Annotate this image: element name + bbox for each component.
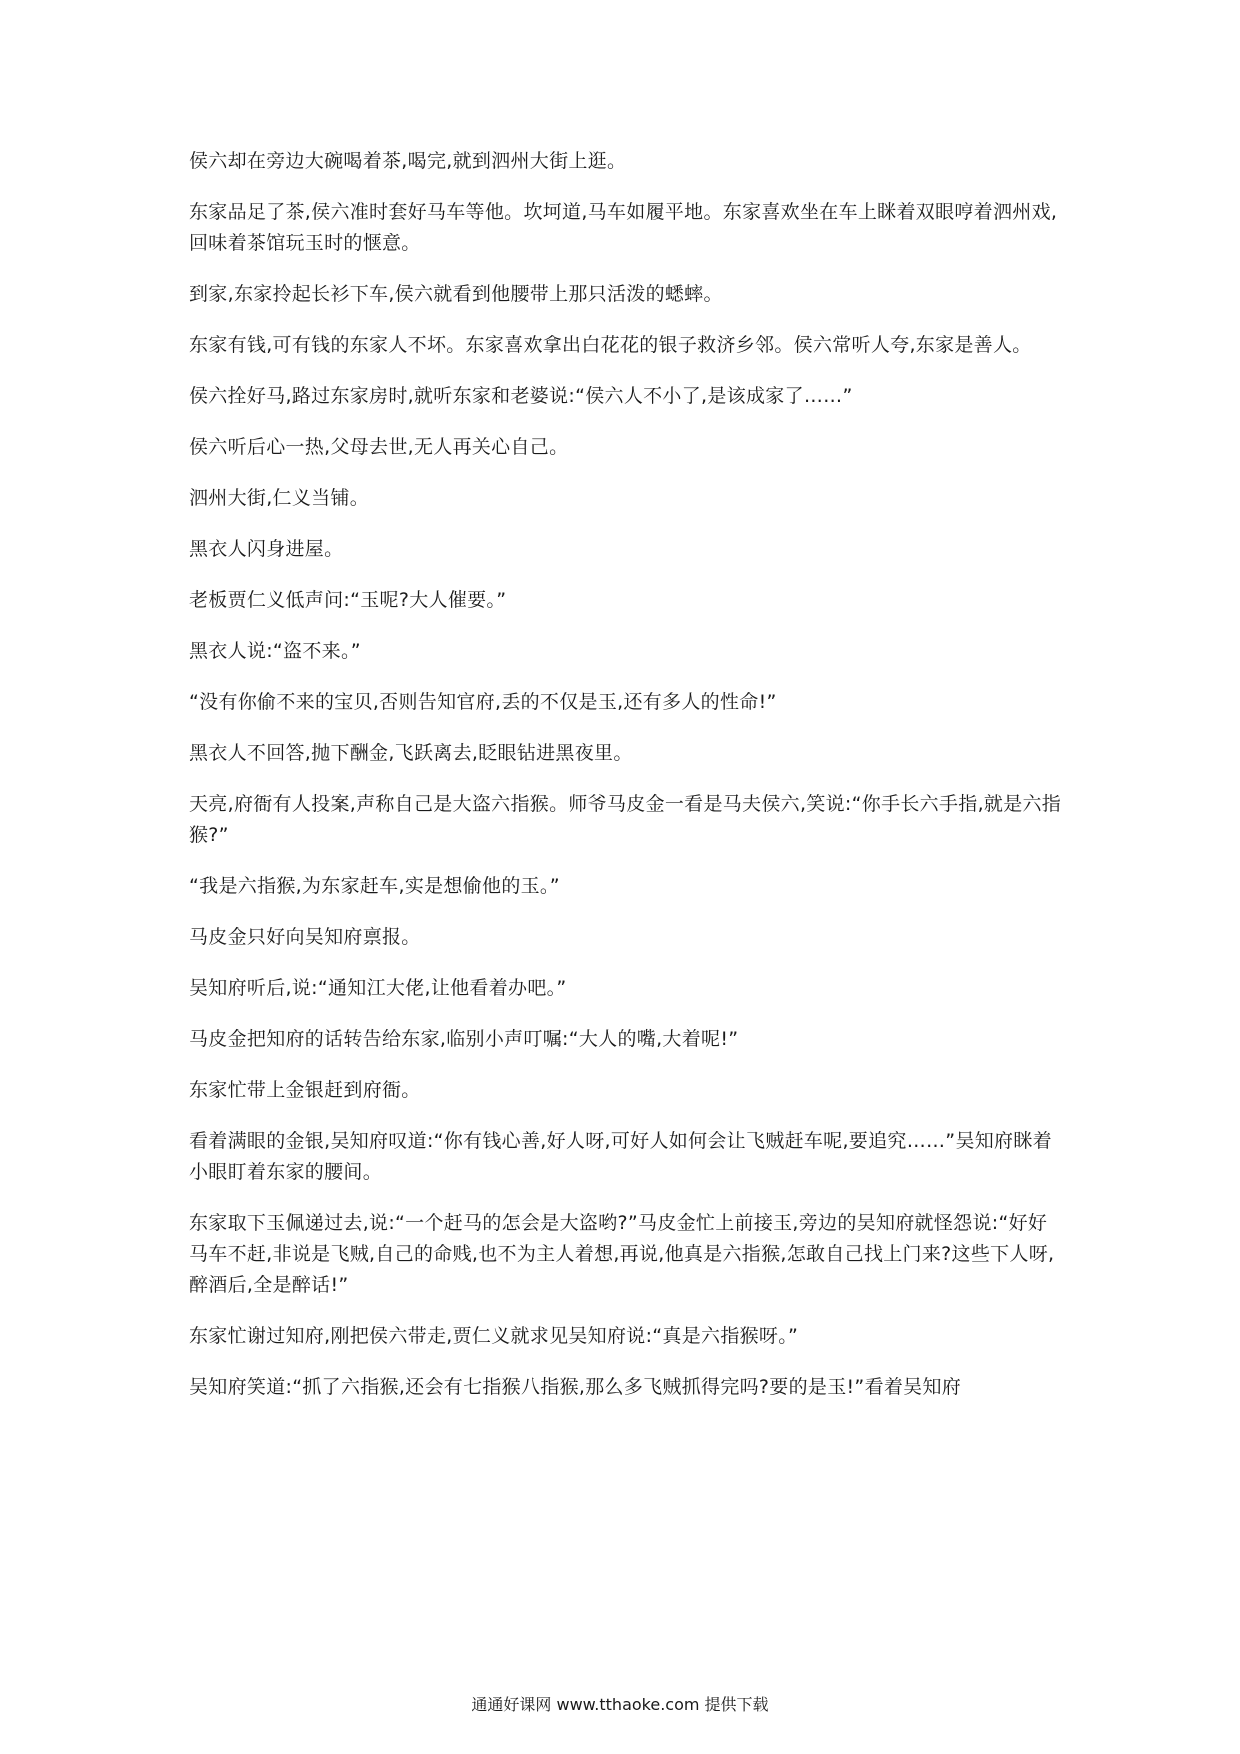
paragraph: 马皮金把知府的话转告给东家,临别小声叮嘱:“大人的嘴,大着呢!” xyxy=(189,1028,739,1050)
paragraph: 泗州大街,仁义当铺。 xyxy=(189,487,370,509)
paragraph: 东家有钱,可有钱的东家人不坏。东家喜欢拿出白花花的银子救济乡邻。侯六常听人夸,东家是善人。 xyxy=(189,334,1032,356)
paragraph: 老板贾仁义低声问:“玉呢?大人催要。” xyxy=(189,589,507,611)
paragraph: 马皮金只好向吴知府禀报。 xyxy=(189,926,421,948)
paragraph: 侯六拴好马,路过东家房时,就听东家和老婆说:“侯六人不小了,是该成家了……” xyxy=(189,385,853,407)
paragraph: 吴知府笑道:“抓了六指猴,还会有七指猴八指猴,那么多飞贼抓得完吗?要的是玉!”看着吴知府 xyxy=(189,1376,962,1398)
paragraph: 吴知府听后,说:“通知江大佬,让他看着办吧。” xyxy=(189,977,567,999)
paragraph: “没有你偷不来的宝贝,否则告知官府,丢的不仅是玉,还有多人的性命!” xyxy=(189,691,777,713)
paragraph: 东家忙带上金银赶到府衙。 xyxy=(189,1079,421,1101)
paragraph: 到家,东家拎起长衫下车,侯六就看到他腰带上那只活泼的蟋蟀。 xyxy=(189,283,723,305)
paragraph: 黑衣人说:“盗不来。” xyxy=(189,640,361,662)
paragraph: 看着满眼的金银,吴知府叹道:“你有钱心善,好人呀,可好人如何会让飞贼赶车呢,要追究……”吴知府眯着小眼盯着东家的腰间。 xyxy=(189,1130,1052,1183)
paragraph: 东家品足了茶,侯六准时套好马车等他。坎坷道,马车如履平地。东家喜欢坐在车上眯着双眼哼着泗州戏,回味着茶馆玩玉时的惬意。 xyxy=(189,201,1058,254)
paragraph: 东家忙谢过知府,刚把侯六带走,贾仁义就求见吴知府说:“真是六指猴呀。” xyxy=(189,1325,799,1347)
paragraph: 东家取下玉佩递过去,说:“一个赶马的怎会是大盗哟?”马皮金忙上前接玉,旁边的吴知府就怪怨说:“好好马车不赶,非说是飞贼,自己的命贱,也不为主人着想,再说,他真是六指猴,怎敢自己找上门来?这些下人呀,醉酒后,全是醉话!” xyxy=(189,1212,1055,1296)
paragraph: 天亮,府衙有人投案,声称自己是大盗六指猴。师爷马皮金一看是马夫侯六,笑说:“你手长六手指,就是六指猴?” xyxy=(189,793,1062,846)
paragraph: 黑衣人闪身进屋。 xyxy=(189,538,344,560)
page-footer: 通通好课网 www.tthaoke.com 提供下载 xyxy=(471,1695,769,1714)
document-body xyxy=(189,146,1064,1423)
paragraph: 侯六听后心一热,父母去世,无人再关心自己。 xyxy=(189,436,569,458)
paragraph: “我是六指猴,为东家赶车,实是想偷他的玉。” xyxy=(189,875,560,897)
paragraph: 黑衣人不回答,抛下酬金,飞跃离去,眨眼钻进黑夜里。 xyxy=(189,742,633,764)
paragraph: 侯六却在旁边大碗喝着茶,喝完,就到泗州大街上逛。 xyxy=(189,150,627,172)
